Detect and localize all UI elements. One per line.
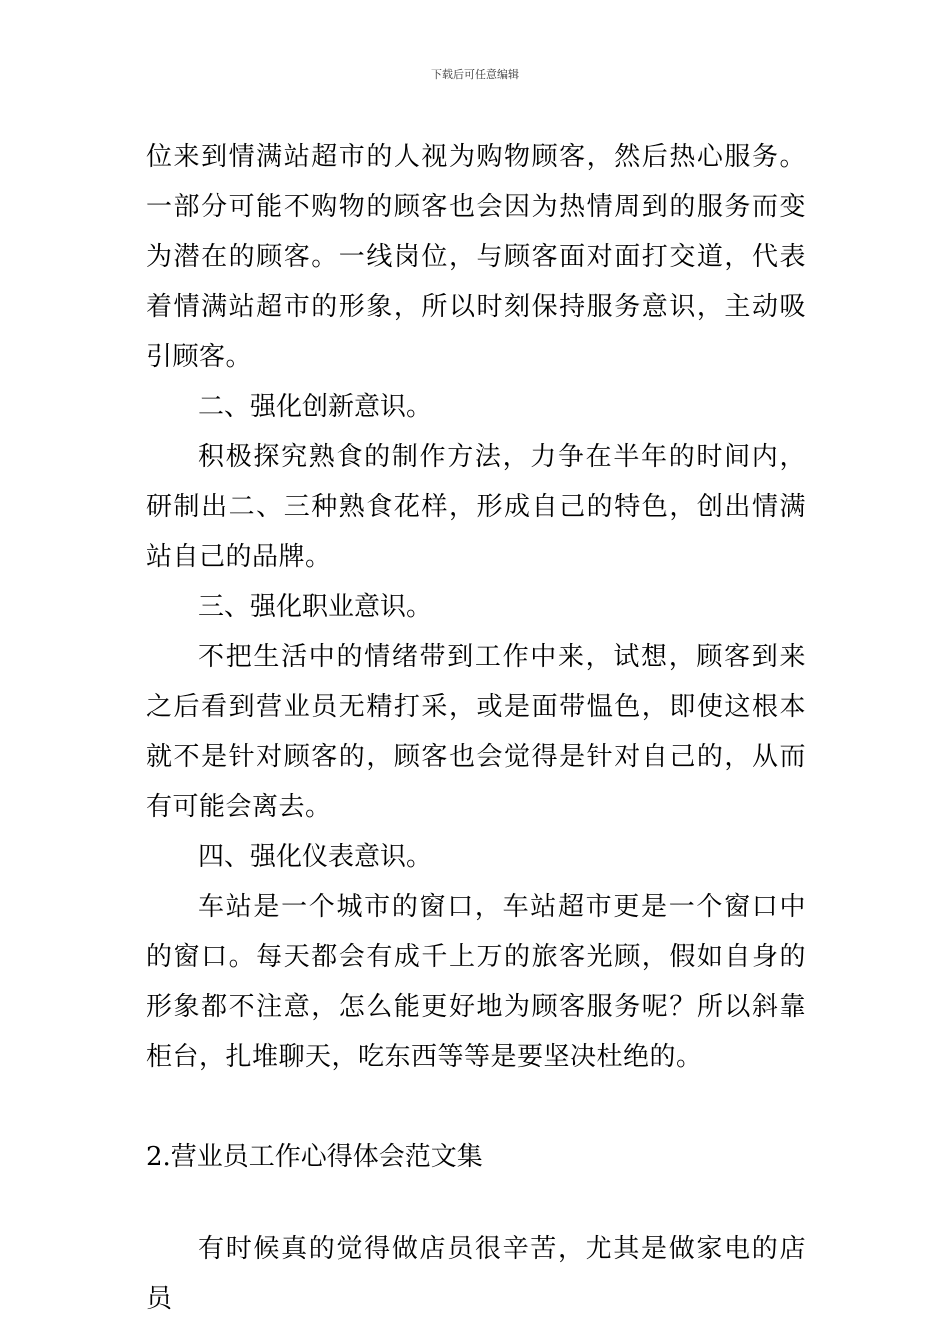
page-header-note: 下载后可任意编辑 <box>431 68 519 81</box>
section-heading-innovation: 二、强化创新意识。 <box>198 392 433 422</box>
article-title: 2.营业员工作心得体会范文集 <box>146 1142 483 1172</box>
section-heading-professional: 三、强化职业意识。 <box>198 592 433 622</box>
paragraph-service-awareness: 位来到情满站超市的人视为购物顾客，然后热心服务。一部分可能不购物的顾客也会因为热情周到的服务而变为潜在的顾客。一线岗位，与顾客面对面打交道，代表着情满站超市的形象，所以时刻保持服务意识，主动吸引顾客。 <box>146 142 806 372</box>
paragraph-clerk-experience: 有时候真的觉得做店员很辛苦，尤其是做家电的店员 <box>146 1234 806 1314</box>
spacer <box>146 1182 806 1224</box>
paragraph-appearance: 车站是一个城市的窗口，车站超市更是一个窗口中的窗口。每天都会有成千上万的旅客光顾，假如自身的形象都不注意，怎么能更好地为顾客服务呢？所以斜靠柜台，扎堆聊天，吃东西等等是要坚决杜绝的。 <box>146 892 806 1072</box>
spacer <box>146 1082 806 1132</box>
document-body <box>146 132 806 1324</box>
section-heading-appearance: 四、强化仪表意识。 <box>198 842 433 872</box>
paragraph-innovation: 积极探究熟食的制作方法，力争在半年的时间内，研制出二、三种熟食花样，形成自己的特色，创出情满站自己的品牌。 <box>146 442 806 572</box>
paragraph-professional: 不把生活中的情绪带到工作中来，试想，顾客到来之后看到营业员无精打采，或是面带愠色，即使这根本就不是针对顾客的，顾客也会觉得是针对自己的，从而有可能会离去。 <box>146 642 806 822</box>
